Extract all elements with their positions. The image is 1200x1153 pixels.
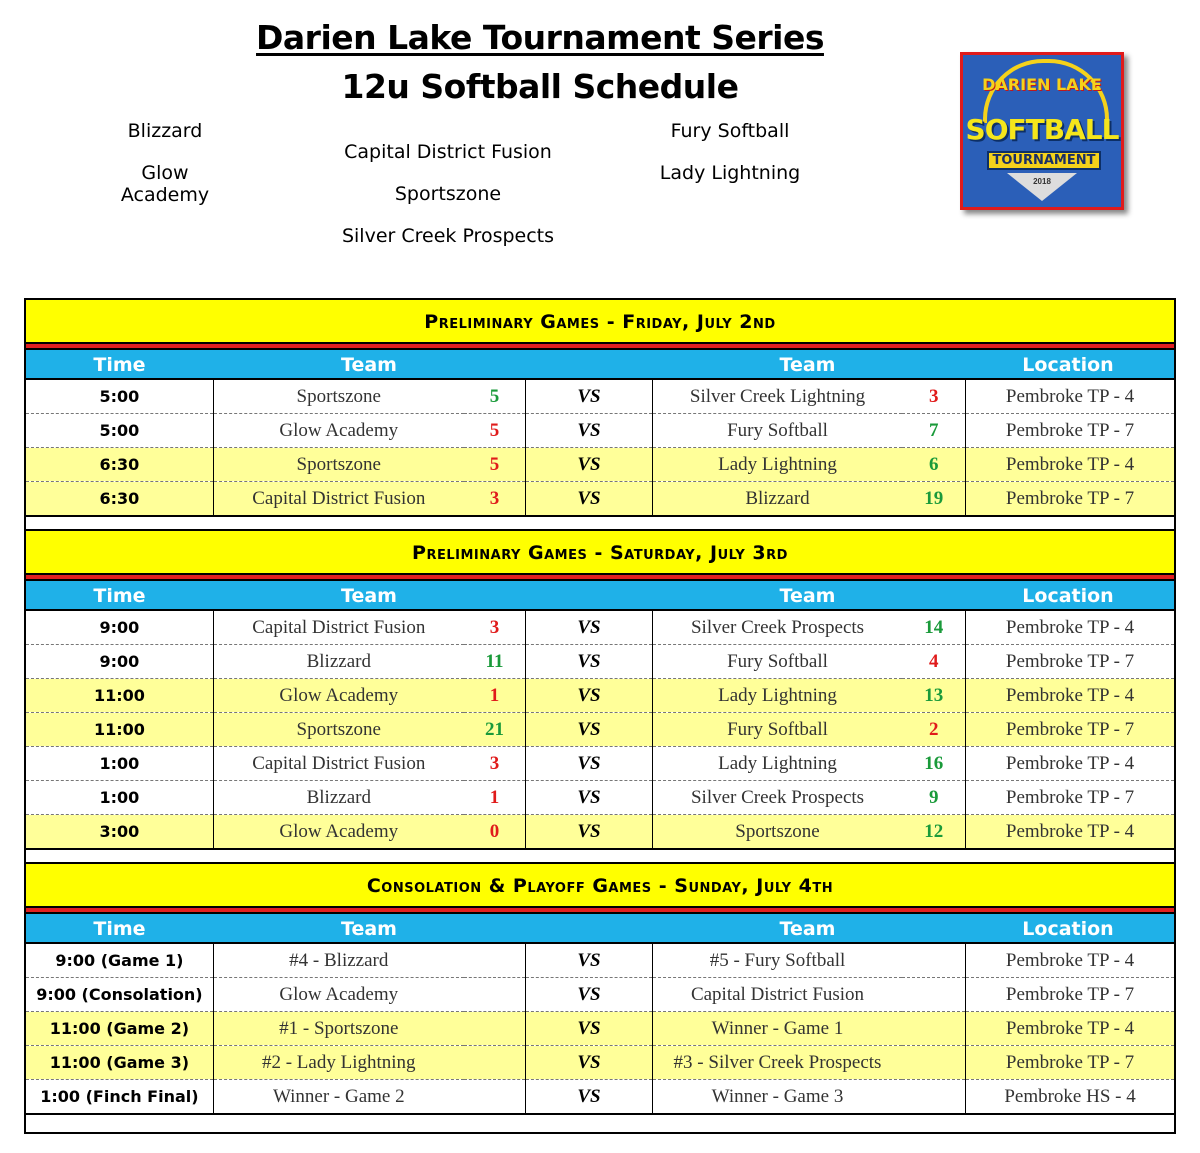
games-table: [26, 380, 1174, 517]
team-1-score: [464, 1046, 526, 1080]
team-2-name: Winner - Game 1: [652, 1012, 902, 1046]
team-2-score: [902, 1012, 965, 1046]
team-1-score: [464, 1080, 526, 1115]
game-time: 11:00: [26, 713, 213, 747]
game-row: [26, 781, 1174, 815]
team-2-name: Sportszone: [652, 815, 902, 850]
vs-label: VS: [526, 679, 652, 713]
game-location: Pembroke TP - 4: [966, 448, 1174, 482]
game-location: Pembroke HS - 4: [966, 1080, 1174, 1115]
games-table: [26, 944, 1174, 1115]
game-location: Pembroke TP - 7: [966, 713, 1174, 747]
team-1-score: 0: [464, 815, 526, 850]
team-2-name: Winner - Game 3: [652, 1080, 902, 1115]
team-name: Capital District Fusion: [344, 141, 552, 163]
column-header-team: Team: [341, 354, 397, 376]
team-2-score: 12: [902, 815, 965, 850]
game-row: [26, 815, 1174, 850]
column-header-location: Location: [1022, 354, 1114, 376]
team-2-name: Capital District Fusion: [652, 978, 902, 1012]
team-2-score: 16: [902, 747, 965, 781]
game-location: Pembroke TP - 4: [966, 1012, 1174, 1046]
column-header-time: Time: [93, 918, 146, 940]
game-row: [26, 713, 1174, 747]
team-2-name: Fury Softball: [652, 414, 902, 448]
game-time: 6:30: [26, 482, 213, 517]
team-2-name: Lady Lightning: [652, 747, 902, 781]
column-header-location: Location: [1022, 585, 1114, 607]
vs-label: VS: [526, 482, 652, 517]
team-name: Glow Academy: [120, 162, 210, 206]
game-time: 6:30: [26, 448, 213, 482]
team-2-name: Silver Creek Prospects: [652, 611, 902, 645]
column-header-row: [26, 914, 1174, 944]
team-1-name: Sportszone: [213, 713, 463, 747]
section-gap: [26, 517, 1174, 531]
vs-label: VS: [526, 815, 652, 850]
game-time: 9:00 (Consolation): [26, 978, 213, 1012]
team-1-name: Capital District Fusion: [213, 482, 463, 517]
game-row: [26, 1046, 1174, 1080]
logo-year: 2018: [1033, 177, 1051, 186]
game-time: 11:00: [26, 679, 213, 713]
vs-label: VS: [526, 611, 652, 645]
game-row: [26, 944, 1174, 978]
team-name: Fury Softball: [670, 120, 790, 142]
team-1-name: Blizzard: [213, 645, 463, 679]
schedule-section: [26, 531, 1174, 864]
vs-label: VS: [526, 747, 652, 781]
team-2-score: [902, 978, 965, 1012]
column-header-team2: Team: [779, 585, 836, 607]
game-location: Pembroke TP - 7: [966, 482, 1174, 517]
team-1-name: Capital District Fusion: [213, 611, 463, 645]
game-row: [26, 679, 1174, 713]
logo-main-text: SOFTBALL: [965, 113, 1119, 146]
team-2-name: #3 - Silver Creek Prospects: [652, 1046, 902, 1080]
team-1-score: 21: [464, 713, 526, 747]
tournament-logo: [960, 52, 1124, 210]
team-1-score: [464, 1012, 526, 1046]
game-row: [26, 380, 1174, 414]
vs-label: VS: [526, 448, 652, 482]
team-1-score: 1: [464, 781, 526, 815]
vs-label: VS: [526, 1080, 652, 1115]
team-2-score: 2: [902, 713, 965, 747]
team-2-score: 19: [902, 482, 965, 517]
team-1-name: Blizzard: [213, 781, 463, 815]
game-location: Pembroke TP - 7: [966, 414, 1174, 448]
team-list-center: [330, 141, 566, 247]
team-name: Silver Creek Prospects: [341, 225, 555, 247]
team-2-score: 7: [902, 414, 965, 448]
logo-top-text: DARIEN LAKE: [982, 75, 1102, 94]
team-2-score: 14: [902, 611, 965, 645]
column-header-row: [26, 350, 1174, 380]
team-2-score: [902, 1046, 965, 1080]
team-1-name: Glow Academy: [213, 978, 463, 1012]
game-time: 1:00 (Finch Final): [26, 1080, 213, 1115]
game-location: Pembroke TP - 4: [966, 747, 1174, 781]
game-time: 9:00: [26, 645, 213, 679]
game-location: Pembroke TP - 7: [966, 781, 1174, 815]
game-location: Pembroke TP - 4: [966, 679, 1174, 713]
section-title: Consolation & Playoff Games - Sunday, July 4th: [26, 864, 1174, 908]
team-list-left: [95, 120, 235, 206]
team-1-score: 1: [464, 679, 526, 713]
column-header-time: Time: [93, 585, 146, 607]
team-1-score: [464, 944, 526, 978]
game-row: [26, 482, 1174, 517]
vs-label: VS: [526, 414, 652, 448]
page-title: Darien Lake Tournament Series: [256, 18, 824, 57]
team-1-score: 3: [464, 611, 526, 645]
game-time: 5:00: [26, 414, 213, 448]
column-header-time: Time: [93, 354, 146, 376]
team-2-name: Fury Softball: [652, 713, 902, 747]
team-name: Lady Lightning: [659, 162, 801, 184]
team-1-name: Sportszone: [213, 448, 463, 482]
team-2-score: 9: [902, 781, 965, 815]
team-2-name: Silver Creek Prospects: [652, 781, 902, 815]
team-1-name: Glow Academy: [213, 679, 463, 713]
game-location: Pembroke TP - 4: [966, 815, 1174, 850]
team-2-score: [902, 944, 965, 978]
vs-label: VS: [526, 944, 652, 978]
vs-label: VS: [526, 380, 652, 414]
game-row: [26, 611, 1174, 645]
game-time: 9:00 (Game 1): [26, 944, 213, 978]
game-location: Pembroke TP - 7: [966, 645, 1174, 679]
game-location: Pembroke TP - 4: [966, 944, 1174, 978]
team-1-score: 5: [464, 448, 526, 482]
schedule-table: [24, 298, 1176, 1134]
schedule-section: [26, 864, 1174, 1115]
team-1-name: #4 - Blizzard: [213, 944, 463, 978]
team-1-name: Capital District Fusion: [213, 747, 463, 781]
game-time: 1:00: [26, 747, 213, 781]
team-1-name: Glow Academy: [213, 414, 463, 448]
team-1-name: #2 - Lady Lightning: [213, 1046, 463, 1080]
column-header-location: Location: [1022, 918, 1114, 940]
team-1-name: Winner - Game 2: [213, 1080, 463, 1115]
game-time: 9:00: [26, 611, 213, 645]
vs-label: VS: [526, 713, 652, 747]
vs-label: VS: [526, 645, 652, 679]
logo-sub-text: TOURNAMENT: [987, 151, 1101, 170]
team-2-name: Fury Softball: [652, 645, 902, 679]
team-1-score: 5: [464, 380, 526, 414]
team-2-score: [902, 1080, 965, 1115]
game-row: [26, 1080, 1174, 1115]
vs-label: VS: [526, 978, 652, 1012]
game-time: 3:00: [26, 815, 213, 850]
team-2-name: Silver Creek Lightning: [652, 380, 902, 414]
game-location: Pembroke TP - 7: [966, 1046, 1174, 1080]
team-1-score: 11: [464, 645, 526, 679]
team-2-name: #5 - Fury Softball: [652, 944, 902, 978]
column-header-team: Team: [341, 918, 397, 940]
section-title: Preliminary Games - Saturday, July 3rd: [26, 531, 1174, 575]
game-row: [26, 448, 1174, 482]
game-time: 11:00 (Game 2): [26, 1012, 213, 1046]
game-row: [26, 978, 1174, 1012]
vs-label: VS: [526, 1046, 652, 1080]
team-1-score: [464, 978, 526, 1012]
column-header-team2: Team: [779, 354, 836, 376]
game-row: [26, 414, 1174, 448]
team-2-name: Lady Lightning: [652, 448, 902, 482]
games-table: [26, 611, 1174, 850]
team-1-score: 3: [464, 747, 526, 781]
schedule-section: [26, 300, 1174, 531]
page-subtitle: 12u Softball Schedule: [341, 67, 739, 106]
team-1-name: Sportszone: [213, 380, 463, 414]
game-time: 11:00 (Game 3): [26, 1046, 213, 1080]
game-row: [26, 645, 1174, 679]
section-title: Preliminary Games - Friday, July 2nd: [26, 300, 1174, 344]
column-header-team: Team: [341, 585, 397, 607]
game-time: 5:00: [26, 380, 213, 414]
game-time: 1:00: [26, 781, 213, 815]
column-header-row: [26, 581, 1174, 611]
game-location: Pembroke TP - 7: [966, 978, 1174, 1012]
team-2-score: 13: [902, 679, 965, 713]
game-location: Pembroke TP - 4: [966, 611, 1174, 645]
team-1-name: #1 - Sportszone: [213, 1012, 463, 1046]
team-name: Sportszone: [394, 183, 502, 205]
team-2-score: 3: [902, 380, 965, 414]
team-name: Blizzard: [127, 120, 203, 142]
team-1-score: 3: [464, 482, 526, 517]
team-2-score: 6: [902, 448, 965, 482]
team-1-name: Glow Academy: [213, 815, 463, 850]
vs-label: VS: [526, 781, 652, 815]
game-location: Pembroke TP - 4: [966, 380, 1174, 414]
team-2-name: Blizzard: [652, 482, 902, 517]
section-gap: [26, 850, 1174, 864]
team-2-score: 4: [902, 645, 965, 679]
team-list-right: [650, 120, 810, 184]
team-1-score: 5: [464, 414, 526, 448]
game-row: [26, 747, 1174, 781]
team-2-name: Lady Lightning: [652, 679, 902, 713]
game-row: [26, 1012, 1174, 1046]
column-header-team2: Team: [779, 918, 836, 940]
vs-label: VS: [526, 1012, 652, 1046]
